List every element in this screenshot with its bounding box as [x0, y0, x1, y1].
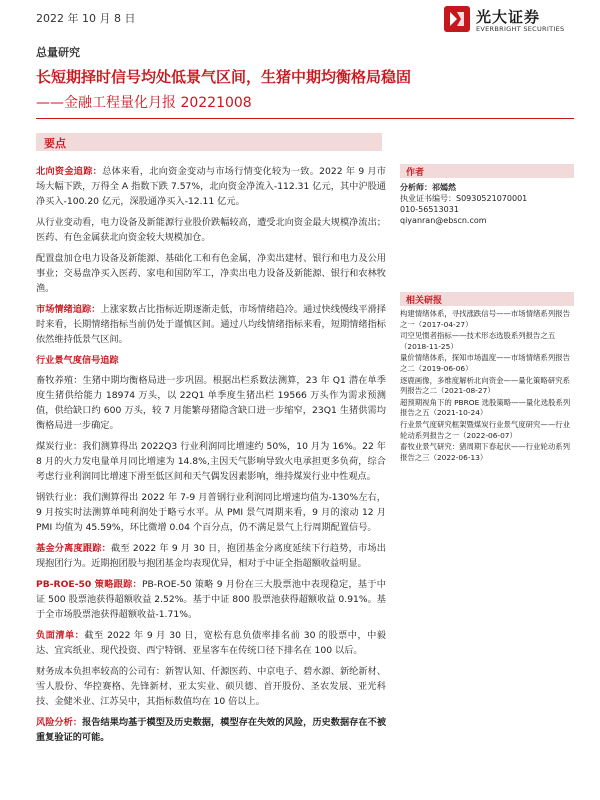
industry-paragraph-2: 配置盘加仓电力设备及新能源、基础化工和有色金属，净卖出建材、银行和电力及公用事业；交易盘净买入医药、家电和国防军工，净卖出电力设备及新能源、银行和农林牧渔。	[36, 253, 386, 294]
related-item[interactable]: 超预期视角下的 PBROE 选股策略——量化选股系列报告之五（2021-10-24）	[400, 397, 571, 418]
related-item[interactable]: 逐鹿画像，多维度解析北向资金——量化策略研究系列报告之二（2021-08-27）	[400, 375, 570, 396]
industry-paragraph-1: 从行业变动看，电力设备及新能源行业股价跌幅较高，遭受北向资金最大规模净流出；医药、有色金属获北向资金较大规模加仓。	[36, 217, 386, 243]
finance-paragraph: 财务成本负担率较高的公司有：新智认知、仟源医药、中京电子、碧水源、新纶新材、雪人股份、华控赛格、先锋新材、亚太实业、硕贝德、首开股份、圣农发展、亚光科技、金健米业、江苏吴中，其指标数值均在 10 倍以上。	[36, 666, 386, 707]
brand-name-cn: 光大证券	[476, 8, 541, 26]
debt-paragraph	[36, 628, 386, 658]
author-block	[400, 178, 574, 226]
brand-mark-icon	[442, 4, 472, 34]
analyst-label: 分析师：	[400, 183, 432, 192]
summary-heading: 要点	[44, 137, 66, 150]
analyst-license: 执业证书编号：S0930521070001	[400, 194, 528, 203]
brand-logo	[442, 4, 572, 38]
report-date: 2022 年 10 月 8 日	[36, 12, 136, 25]
related-heading: 相关研报	[406, 296, 443, 306]
risk-text: 报告结果均基于模型及历史数据，模型存在失效的风险，历史数据存在不被重复验证的可能。	[36, 717, 387, 743]
sidebar	[400, 164, 574, 464]
coal-paragraph: 煤炭行业：我们测算得出 2022Q3 行业利润同比增速约 50%，10 月为 16%。22 年 8 月的火力发电量单月同比增速为 14.8%,主因天气影响导致火电承担更多负荷，综合考虑行业利润同比增速下滑至低区间和天气偶发因素影响，维持煤炭行业中性观点。	[36, 441, 386, 482]
pbroe-paragraph	[36, 577, 386, 622]
related-list	[400, 306, 574, 463]
pbroe-label: PB-ROE-50 策略跟踪：	[36, 579, 142, 590]
related-reports	[400, 292, 574, 463]
debt-text: 截至 2022 年 9 月 30 日，宽松有息负债率排名前 30 的股票中，中毅达、宜宾纸业、现代投资、西宁特钢、亚星客车在传统口径下排名在 100 以后。	[36, 630, 386, 656]
related-item[interactable]: 行业景气度研究框架暨煤炭行业景气度研究——行业轮动系列报告之一（2022-06-07）	[400, 419, 570, 440]
main-content	[36, 164, 386, 751]
risk-label: 风险分析：	[36, 717, 83, 728]
related-item[interactable]: 司空见惯者指标——技术形态选股系列报告之五（2018-11-25）	[400, 331, 556, 351]
steel-paragraph: 钢铁行业：我们测算得出 2022 年 7-9 月普钢行业利润同比增速均值为-130%左右，9 月按实时法测算单吨利润处于略亏水平。从 PMI 景气周期来看，9 月的滚动 12 月 PMI 均值为 45.59%，环比微增 0.04 个百分点，仍不满足景气上行周期配置信号。	[36, 492, 386, 533]
north-label: 北向资金追踪：	[36, 166, 103, 177]
mood-text: 上涨家数占比指标近期逐渐走低，市场情绪趋冷。通过快线慢线平滑择时来看，长期情绪指标当前仍处于谨慎区间。通过八均线情绪指标来看，短期情绪指标依然维持低景气区间。	[36, 304, 387, 345]
title-divider	[36, 118, 574, 119]
related-item[interactable]: 量价情绪体系，探知市场温度——市场情绪系列报告之二（2019-06-06）	[400, 353, 570, 373]
author-heading: 作者	[406, 168, 425, 178]
debt-label: 负面清单：	[36, 630, 85, 641]
related-item[interactable]: 畜牧业景气研究：猪周期下春起伏——行业轮动系列报告之三（2022-06-13）	[400, 442, 570, 462]
summary-heading-bar	[36, 133, 382, 151]
livestock-paragraph: 畜牧养殖：生猪中期均衡格局进一步巩固。根据出栏系数法测算，23 年 Q1 潜在单季度生猪供给能力 18974 万头，以 22Q1 单季度生猪出栏 19566 万头作为需求预测值，供给缺口约 600 万头，较 7 月能繁母猪隐含缺口进一步缩窄，23Q1 生猪供需均衡格局进一步确定。	[36, 375, 386, 431]
related-item[interactable]: 构建情绪体系，寻找涨跌信号——市场情绪系列报告之一（2017-04-27）	[400, 309, 570, 329]
report-category: 总量研究	[36, 46, 80, 59]
fund-text: 截至 2022 年 9 月 30 日，抱团基金分离度延续下行趋势，市场出现抱团行为。近期抱团股与抱团基金均表现优异，相对于中证全指超额收益明显。	[36, 543, 386, 569]
analyst-phone: 010-56513031	[400, 205, 459, 214]
pbroe-text: PB-ROE-50 策略 9 月份在三大股票池中表现稳定，基于中证 500 股票池获得超额收益 2.52%。基于中证 800 股票池获得超额收益 0.91%。基于全市场股票池获得超额收益-1.71%。	[36, 579, 386, 620]
north-text: 总体来看，北向资金变动与市场行情变化较为一致。2022 年 9 月市场大幅下跌，万得全 A 指数下跌 7.57%，北向资金净流入-112.31 亿元，其中沪股通净买入-100.20 亿元，深股通净买入-12.11 亿元。	[36, 166, 386, 207]
brand-name-en: EVERBRIGHT SECURITIES	[476, 25, 565, 33]
fund-label: 基金分离度跟踪：	[36, 543, 111, 554]
fund-paragraph	[36, 541, 386, 571]
report-title: 长短期择时信号均处低景气区间，生猪中期均衡格局稳固	[36, 68, 412, 86]
mood-paragraph	[36, 302, 386, 347]
author-heading-bar	[400, 164, 574, 178]
related-heading-bar	[400, 292, 574, 306]
mood-label: 市场情绪追踪：	[36, 304, 101, 315]
analyst-email[interactable]: qiyanran@ebscn.com	[400, 216, 487, 225]
report-subtitle: ——金融工程量化月报 20221008	[36, 95, 252, 111]
risk-paragraph	[36, 715, 386, 745]
analyst-name: 祁嫣然	[432, 183, 456, 192]
sector-heading: 行业景气度信号追踪	[36, 355, 119, 366]
analyst-line	[400, 182, 574, 193]
north-paragraph	[36, 164, 386, 209]
